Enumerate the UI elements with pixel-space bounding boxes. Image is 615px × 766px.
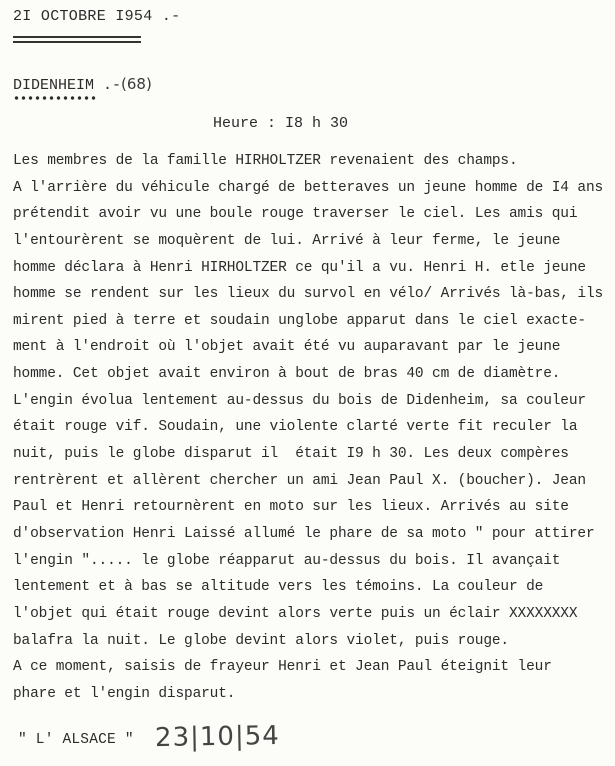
body-line: A l'arrière du véhicule chargé de betteraves un jeune homme de I4 ans [13, 179, 604, 196]
body-line: A ce moment, saisis de frayeur Henri et Jean Paul éteignit leur [13, 659, 552, 676]
location-name: DIDENHEIM .- [13, 77, 122, 94]
date-underline-bottom [13, 41, 141, 43]
newspaper-source: " L' ALSACE " [18, 732, 134, 748]
body-line: était rouge vif. Soudain, une violente clarté verte fit reculer la [13, 419, 578, 436]
body-line: ment à l'endroit où l'objet avait été vu auparavant par le jeune [13, 339, 561, 356]
report-date: 2I OCTOBRE I954 .- [13, 8, 181, 25]
location-code: (68) [121, 75, 152, 93]
body-line: nuit, puis le globe disparut il était I9 h 30. Les deux compères [13, 446, 569, 463]
body-line: l'objet qui était rouge devint alors verte puis un éclair XXXXXXXX [13, 605, 578, 622]
body-line: l'entourèrent se moquèrent de lui. Arrivé à leur ferme, le jeune [13, 232, 561, 249]
location-heading [13, 75, 152, 94]
body-line: rentrèrent et allèrent chercher un ami Jean Paul X. (boucher). Jean [13, 472, 586, 489]
report-body [13, 148, 613, 707]
body-line: homme. Cet objet avait environ à bout de bras 40 cm de diamètre. [13, 366, 561, 383]
body-line: Les membres de la famille HIRHOLTZER revenaient des champs. [13, 153, 518, 169]
body-line: d'observation Henri Laissé allumé le phare de sa moto " pour attirer [13, 525, 595, 542]
body-line: phare et l'engin disparut. [13, 685, 236, 702]
handwritten-date: 23|10|54 [154, 720, 281, 754]
body-line: Paul et Henri retournèrent en moto sur les lieux. Arrivés au site [13, 499, 569, 516]
body-line: L'engin évolua lentement au-dessus du bois de Didenheim, sa couleur [13, 392, 586, 409]
body-line: homme déclara à Henri HIRHOLTZER ce qu'il a vu. Henri H. etle jeune [13, 259, 586, 276]
body-line: prétendit avoir vu une boule rouge traverser le ciel. Les amis qui [13, 206, 578, 223]
date-underline-top [13, 36, 141, 38]
body-line: lentement et à bas se altitude vers les témoins. La couleur de [13, 579, 544, 596]
body-line: mirent pied à terre et soudain unglobe apparut dans le ciel exacte- [13, 312, 586, 329]
location-dotted-underline [13, 95, 97, 101]
body-line: l'engin "..... le globe réapparut au-dessus du bois. Il avançait [13, 552, 561, 569]
body-line: homme se rendent sur les lieux du survol en vélo/ Arrivés là-bas, ils [13, 286, 604, 303]
body-line: balafra la nuit. Le globe devint alors violet, puis rouge. [13, 632, 509, 649]
observation-time: Heure : I8 h 30 [213, 115, 349, 132]
